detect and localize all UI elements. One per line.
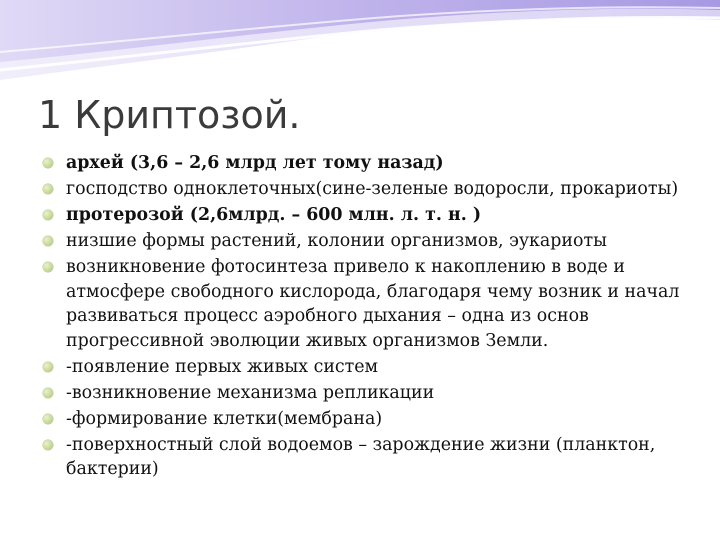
bullet-item [42,433,697,482]
bullet-text: господство одноклеточных(сине-зеленые водоросли, прокариоты) [66,179,679,199]
bullet-icon [43,158,53,168]
bullet-text: возникновение фотосинтеза привело к накоплению в воде и атмосфере свободного кислорода, благодаря чему возник и начал развиваться процесс аэробного дыхания – одна из основ прогрессивной эволюции живых организмов Земли. [66,257,680,351]
bullet-icon [43,262,53,272]
bullet-item [42,407,697,432]
bullet-item [42,151,697,176]
bullet-text: -возникновение механизма репликации [66,382,435,403]
bullet-item [42,203,697,228]
bullet-text: протерозой (2,6млрд. – 600 млн. л. т. н. ) [66,205,482,225]
bullet-icon [43,414,53,424]
slide-title: 1 Криптозой. [38,93,301,137]
bullet-icon [43,236,53,246]
bullet-icon [43,184,53,194]
bullet-item [42,255,697,353]
bullet-item [42,177,697,202]
bullet-text: архей (3,6 – 2,6 млрд лет тому назад) [66,153,444,173]
bullet-item [42,355,697,380]
header-wave-decoration [0,0,720,90]
bullet-text: -формирование клетки(мембрана) [66,408,383,429]
bullet-icon [43,440,53,450]
bullet-item [42,381,697,406]
bullet-item [42,229,697,254]
bullet-text: -поверхностный слой водоемов – зарождение жизни (планктон, бактерии) [66,434,656,479]
bullet-icon [43,210,53,220]
bullet-text: низшие формы растений, колонии организмов, эукариоты [66,231,607,251]
bullet-icon [43,388,53,398]
bullet-list [42,151,697,483]
bullet-icon [43,362,53,372]
bullet-text: -появление первых живых систем [66,356,379,377]
